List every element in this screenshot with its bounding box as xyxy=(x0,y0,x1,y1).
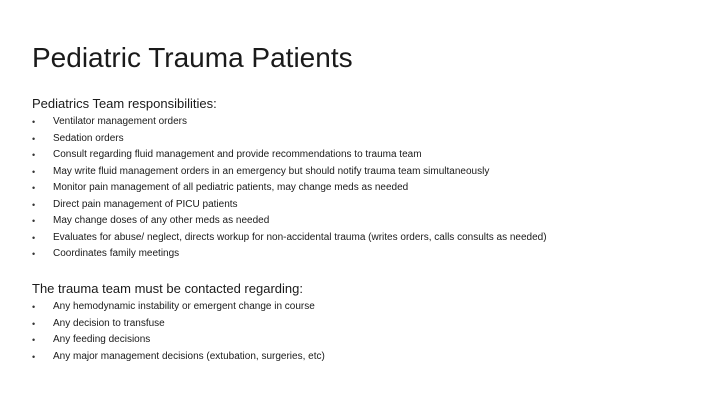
section-heading-pediatrics-team: Pediatrics Team responsibilities: xyxy=(32,96,217,111)
slide-title: Pediatric Trauma Patients xyxy=(32,42,353,73)
bullet-icon: • xyxy=(32,199,36,210)
bullet-icon: • xyxy=(32,117,36,127)
bullet-icon: • xyxy=(32,302,36,312)
bullet-icon: • xyxy=(32,335,36,345)
bullet-icon: • xyxy=(32,133,36,144)
list-item-text: Any feeding decisions xyxy=(53,334,151,345)
list-item-text: Evaluates for abuse/ neglect, directs workup for non-accidental trauma (writes orders, calls consults as needed) xyxy=(53,231,547,243)
bullet-icon: • xyxy=(32,166,36,177)
list-item-text: Any major management decisions (extubation, surgeries, etc) xyxy=(53,350,325,362)
list-item-text: Consult regarding fluid management and provide recommendations to trauma team xyxy=(53,149,422,160)
list-item-text: Ventilator management orders xyxy=(53,116,187,127)
list-item-text: Sedation orders xyxy=(53,132,124,144)
bullet-icon: • xyxy=(32,232,36,243)
bullet-icon: • xyxy=(32,150,36,160)
bullet-icon: • xyxy=(32,216,36,226)
bullet-icon: • xyxy=(32,351,36,362)
list-item-text: May write fluid management orders in an emergency but should notify trauma team simultaneously xyxy=(53,165,490,177)
bullet-icon: • xyxy=(32,183,36,193)
list-item-text: Any decision to transfuse xyxy=(53,317,165,329)
list-item-text: Direct pain management of PICU patients xyxy=(53,198,238,210)
bullet-icon: • xyxy=(32,249,36,259)
bullet-icon: • xyxy=(32,318,36,329)
section-heading-trauma-team: The trauma team must be contacted regarding: xyxy=(32,281,303,296)
list-item-text: Monitor pain management of all pediatric patients, may change meds as needed xyxy=(53,182,409,193)
list-item-text: Coordinates family meetings xyxy=(53,248,180,259)
list-item-text: May change doses of any other meds as needed xyxy=(53,215,270,226)
list-item-text: Any hemodynamic instability or emergent change in course xyxy=(53,301,315,312)
